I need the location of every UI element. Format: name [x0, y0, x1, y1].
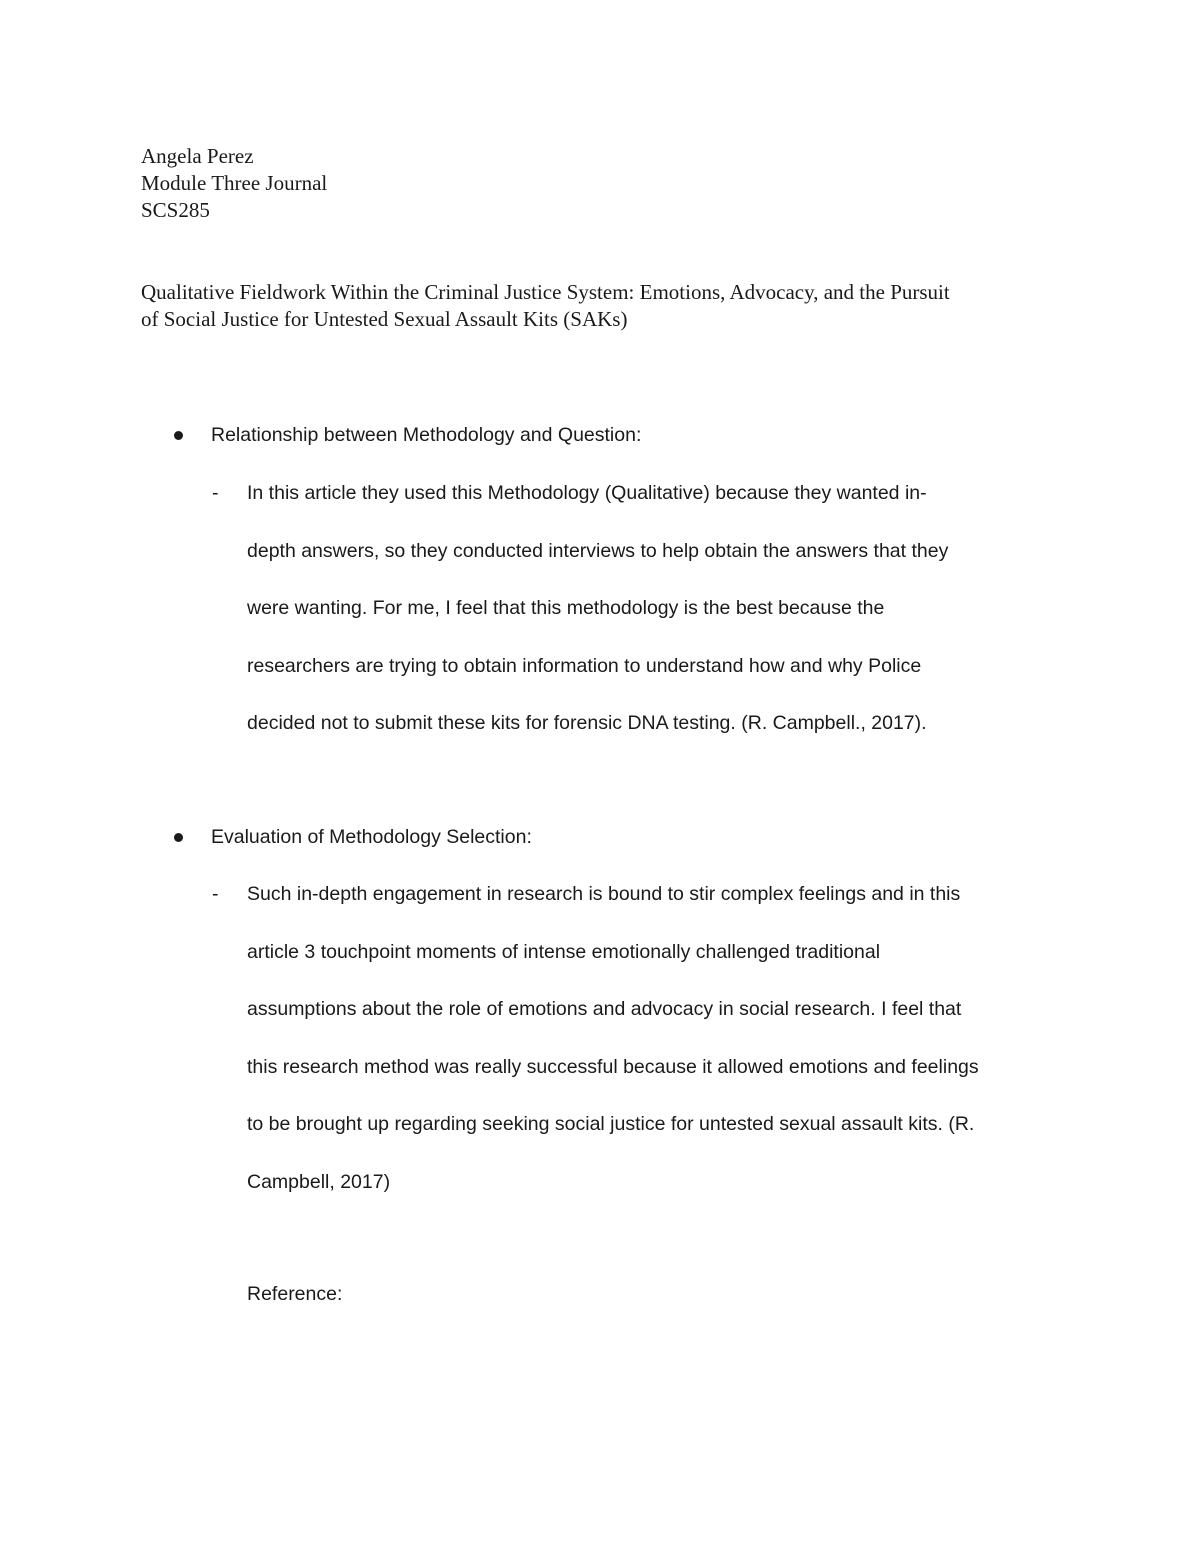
- course-code: SCS285: [141, 198, 210, 222]
- paragraph-line: In this article they used this Methodology (Qualitative) because they wanted in-: [247, 482, 927, 504]
- dash-marker: -: [212, 482, 219, 504]
- bullet-icon: [174, 833, 183, 842]
- section-paragraph-relationship: [247, 465, 1059, 753]
- title-line-2: of Social Justice for Untested Sexual Assault Kits (SAKs): [141, 307, 628, 331]
- paragraph-line: Campbell, 2017): [247, 1170, 391, 1193]
- section-heading-relationship: Relationship between Methodology and Question:: [211, 424, 642, 446]
- paragraph-line: assumptions about the role of emotions and advocacy in social research. I feel that: [247, 998, 962, 1020]
- document-header: [141, 143, 1061, 224]
- paragraph-line: decided not to submit these kits for forensic DNA testing. (R. Campbell., 2017).: [247, 712, 927, 734]
- paragraph-line: article 3 touchpoint moments of intense emotionally challenged traditional: [247, 940, 881, 963]
- section-paragraph-evaluation: [247, 866, 1059, 1211]
- paragraph-line: researchers are trying to obtain information to understand how and why Police: [247, 654, 922, 677]
- document-title: [141, 279, 1071, 333]
- paragraph-line: depth answers, so they conducted interviews to help obtain the answers that they: [247, 539, 949, 562]
- reference-label: Reference:: [247, 1283, 343, 1305]
- title-line-1: Qualitative Fieldwork Within the Criminal Justice System: Emotions, Advocacy, and the Pursuit: [141, 280, 950, 304]
- bullet-icon: [174, 431, 183, 440]
- paragraph-line: were wanting. For me, I feel that this methodology is the best because the: [247, 597, 885, 619]
- paragraph-line: to be brought up regarding seeking social justice for untested sexual assault kits. (R.: [247, 1113, 975, 1135]
- section-heading-evaluation: Evaluation of Methodology Selection:: [211, 826, 532, 848]
- paragraph-line: Such in-depth engagement in research is bound to stir complex feelings and in this: [247, 883, 961, 905]
- assignment-name: Module Three Journal: [141, 171, 328, 195]
- dash-marker: -: [212, 883, 219, 905]
- author-name: Angela Perez: [141, 144, 254, 168]
- paragraph-line: this research method was really successful because it allowed emotions and feelings: [247, 1055, 979, 1078]
